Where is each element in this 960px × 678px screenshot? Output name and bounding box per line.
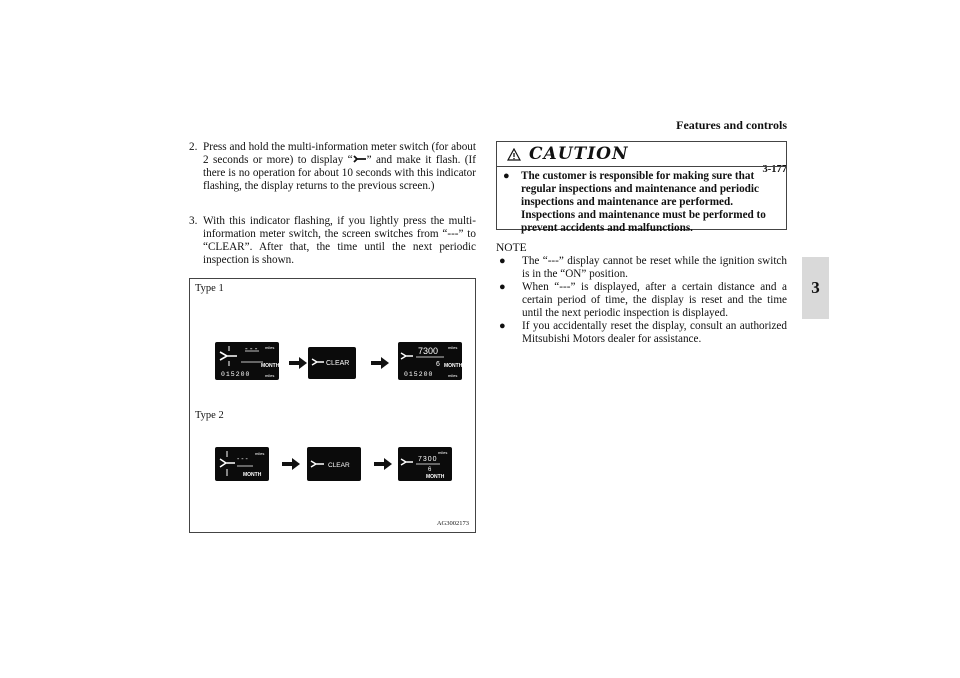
note-item: ● The “---” display cannot be reset while the ignition switch is in the “ON” position. <box>499 255 787 280</box>
step-3 <box>189 215 476 267</box>
svg-text:miles: miles <box>448 345 458 350</box>
page-number: 3-177 <box>762 164 787 175</box>
next-months: 6 <box>428 467 432 473</box>
step-2 <box>189 141 476 193</box>
type1-screen-clear <box>308 347 356 379</box>
dashes: - - - <box>245 344 258 353</box>
type2-screen-clear <box>307 447 361 481</box>
svg-text:015200: 015200 <box>404 371 434 378</box>
step-text: Press and hold the multi-information meter switch (for about 2 seconds or more) to display “ ” and make it flash. (If there is no operation for about 10 seconds with this indicator flashing, the display returns to the previous screen.) <box>203 141 476 193</box>
units-label: miles <box>265 345 275 350</box>
arrow-right-icon <box>289 357 307 369</box>
arrow-right-icon <box>371 357 389 369</box>
next-months: 6 <box>436 361 440 368</box>
note-item: ● If you accidentally reset the display, consult an authorized Mitsubishi Motors dealer for assistance. <box>499 320 787 345</box>
arrow-right-icon <box>374 458 392 470</box>
month-label: MONTH <box>243 472 262 478</box>
type1-screen-distance <box>398 342 462 380</box>
wrench-icon <box>353 154 367 167</box>
odometer: 015200 <box>221 371 251 378</box>
note-item: ● When “---” is displayed, after a certain distance and a certain period of time, the display is reset and the time until the next periodic inspection is displayed. <box>499 281 787 319</box>
units-label: miles <box>255 451 265 456</box>
type-2-label: Type 2 <box>195 410 224 421</box>
note-label: NOTE <box>496 242 527 254</box>
svg-text:miles: miles <box>438 450 448 455</box>
bullet-icon: ● <box>499 281 506 293</box>
step-text: With this indicator flashing, if you lightly press the multi-information meter switch, the screen switches from “---” to “CLEAR”. After that, the time until the next periodic inspection is shown. <box>203 215 476 266</box>
arrow-right-icon <box>282 458 300 470</box>
type-1-label: Type 1 <box>195 283 224 294</box>
month-label: MONTH <box>261 363 279 369</box>
next-distance: 7300 <box>418 346 439 356</box>
step-number: 3. <box>189 215 198 227</box>
note-section <box>496 242 787 346</box>
type2-screen-dashes <box>215 447 269 481</box>
display-illustration <box>189 278 476 533</box>
caution-header <box>497 142 786 167</box>
figure-code: AG3002173 <box>436 520 469 527</box>
bullet-icon: ● <box>503 170 510 182</box>
warning-triangle-icon <box>507 148 521 161</box>
dashes: - - - <box>237 456 248 463</box>
caution-text: ● The customer is responsible for making sure that regular inspections and maintenance and periodic inspections and maintenance are performed. Inspections and maintenance must be performed to prevent accidents and malfunctions. <box>503 170 766 234</box>
caution-title: CAUTION <box>529 144 629 164</box>
bullet-icon: ● <box>499 320 506 332</box>
type2-screen-distance <box>398 447 452 481</box>
caution-box <box>496 141 787 234</box>
svg-text:MONTH: MONTH <box>426 474 445 480</box>
svg-text:miles: miles <box>265 373 275 378</box>
svg-text:MONTH: MONTH <box>444 363 462 369</box>
section-header: Features and controls <box>676 118 787 132</box>
bullet-icon: ● <box>499 255 506 267</box>
clear-text: CLEAR <box>328 462 350 469</box>
clear-text: CLEAR <box>326 360 350 367</box>
type1-screen-dashes <box>215 342 279 380</box>
next-distance: 7300 <box>418 456 438 463</box>
step-number: 2. <box>189 141 198 153</box>
svg-text:miles: miles <box>448 373 458 378</box>
chapter-tab: 3 <box>802 257 829 319</box>
